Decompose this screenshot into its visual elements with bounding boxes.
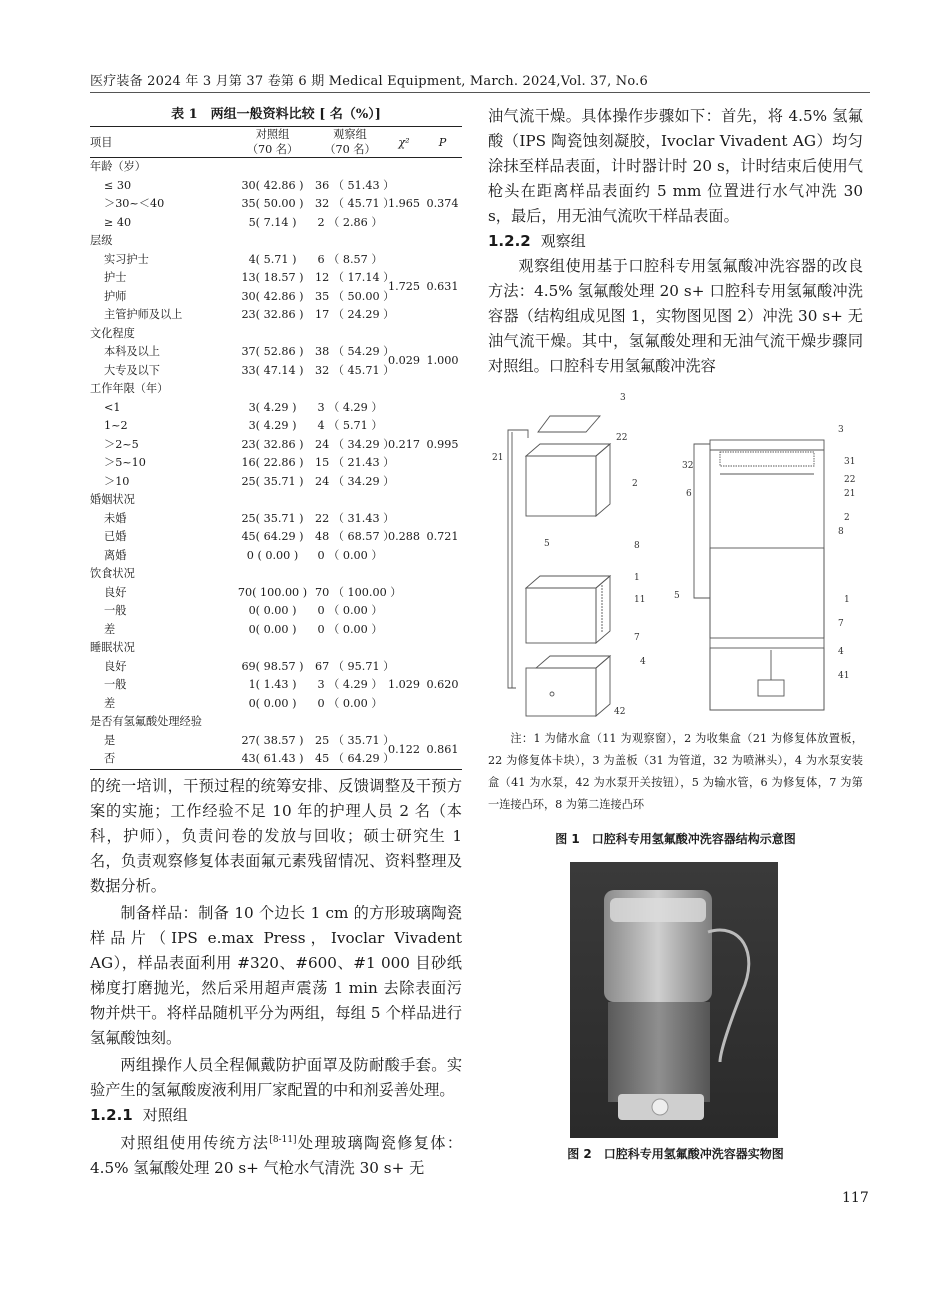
control-value: 33( 47.14 )	[241, 363, 304, 377]
chi-square-value: 1.725	[387, 280, 421, 294]
control-value: 30( 42.86 )	[241, 178, 304, 192]
external-pipe	[694, 444, 710, 598]
pump	[758, 680, 784, 696]
group-title: 文化程度	[90, 326, 135, 340]
observe-value: 25 （ 35.71 ）	[315, 733, 395, 747]
row-label: 差	[104, 696, 116, 710]
pump-box	[526, 668, 596, 716]
control-value: 0( 0.00 )	[248, 604, 297, 617]
table-group-header	[90, 713, 462, 732]
table-group-header	[90, 639, 462, 658]
fig-label: 32	[682, 461, 694, 471]
p-value: 0.721	[426, 530, 459, 543]
observe-value: 70 （ 100.00 ）	[315, 585, 402, 599]
chi-square-value: 0.217	[387, 437, 421, 451]
table-body	[90, 158, 462, 770]
paragraph: 制备样品：制备 10 个边长 1 cm 的方形玻璃陶瓷样品片（IPS e.max Press，Ivoclar Vivadent AG），样品表面利用 #320、#600、#1 000 目砂纸梯度打磨抛光，然后采用超声震荡 1 min 去除表面污物并烘干。将样品随机平分为两组，每组 5 个样品进行氢氟酸蚀刻。	[90, 904, 462, 1047]
table-row	[90, 177, 462, 196]
row-label: 本科及以上	[104, 345, 160, 358]
figure-1-caption: 图 1 口腔科专用氢氟酸冲洗容器结构示意图	[555, 832, 796, 846]
fig-label: 8	[634, 541, 640, 551]
fig-label: 3	[620, 393, 626, 403]
control-value: 30( 42.86 )	[241, 289, 304, 303]
control-value: 23( 32.86 )	[241, 437, 304, 451]
col-header-observe-n: （70 名）	[324, 143, 376, 156]
fig-label: 4	[640, 657, 646, 667]
control-value: 3( 4.29 )	[248, 419, 297, 432]
row-label: 未婚	[104, 511, 127, 525]
fig-label: 5	[544, 539, 550, 549]
row-label: 良好	[104, 585, 127, 599]
control-value: 4( 5.71 )	[248, 252, 297, 266]
section-title: 对照组	[142, 1106, 188, 1124]
reservoir-side	[596, 576, 610, 643]
row-label: 主管护师及以上	[104, 308, 183, 321]
control-value: 35( 50.00 )	[241, 197, 304, 210]
table-row	[90, 399, 462, 418]
fig-label: 41	[838, 671, 850, 681]
observe-value: 36 （ 51.43 ）	[315, 178, 395, 192]
row-label: ＞10	[104, 474, 130, 488]
observe-value: 3 （ 4.29 ）	[317, 400, 383, 414]
observe-value: 2 （ 2.86 ）	[317, 215, 383, 229]
observe-value: 24 （ 34.29 ）	[315, 474, 395, 488]
observe-value: 35 （ 50.00 ）	[315, 289, 395, 303]
row-label: 差	[104, 622, 116, 636]
chi-square-value: 0.288	[387, 530, 421, 543]
row-label: 已婚	[104, 530, 127, 543]
row-label: 一般	[104, 678, 127, 691]
row-label: ≤ 30	[104, 178, 132, 192]
fig-label: 4	[838, 647, 844, 657]
observe-value: 48 （ 68.57 ）	[315, 530, 395, 543]
group-title: 饮食状况	[90, 567, 135, 580]
table-row	[90, 584, 462, 603]
table-group-header	[90, 158, 462, 177]
row-label: ＞2~5	[104, 437, 139, 451]
p-value	[423, 584, 462, 640]
pump-box-side	[596, 656, 610, 716]
lid-plate	[538, 416, 600, 432]
figure-2-photo	[570, 862, 778, 1138]
chi-square-value: 0.122	[387, 742, 421, 756]
collection-box-top	[526, 444, 610, 456]
paragraph	[90, 1128, 462, 1181]
note-text: 注：1 为储水盒（11 为观察窗），2 为收集盒（21 为修复体放置板，22 为修复体卡块），3 为盖板（31 为管道，32 为喷淋头），4 为水泵安装盒（41 为水泵，42 为水泵开关按钮），5 为输水管，6 为修复体，7 为第一连接凸环，8 为第二连接凸环	[488, 732, 863, 811]
p-value: 0.995	[426, 437, 459, 451]
observe-value: 45 （ 64.29 ）	[315, 752, 395, 765]
table-row	[90, 251, 462, 270]
row-label: 护士	[104, 271, 127, 284]
chi-square-value: 1.029	[387, 678, 421, 691]
fig-label: 3	[838, 425, 844, 435]
col-header-item: 项目	[90, 135, 113, 149]
p-value: 0.631	[426, 280, 459, 294]
paragraph: 油气流干燥。具体操作步骤如下：首先，将 4.5% 氢氟酸（IPS 陶瓷蚀刻凝胶，Ivoclar Vivadent AG）均匀涂抹至样品表面，计时器计时 20 s，计时结束后使用气枪头在距离样品表面约 5 mm 位置进行水气冲洗 30 s，最后，用无油气流吹干样品表面。	[488, 107, 863, 225]
pump-section	[710, 648, 824, 710]
section-title: 观察组	[540, 232, 586, 250]
observe-value: 12 （ 17.14 ）	[315, 271, 395, 284]
fig-label: 1	[634, 573, 640, 583]
header-rule	[90, 92, 870, 93]
table-group-header	[90, 565, 462, 584]
fig-label: 7	[838, 619, 844, 629]
control-value: 5( 7.14 )	[248, 215, 297, 229]
fig-label: 2	[632, 479, 638, 489]
observe-value: 67 （ 95.71 ）	[315, 659, 395, 673]
observe-value: 24 （ 34.29 ）	[315, 437, 395, 451]
pump-switch-button	[550, 692, 554, 696]
observe-value: 32 （ 45.71 ）	[315, 197, 395, 210]
fig-label: 22	[616, 433, 628, 443]
table-row	[90, 658, 462, 677]
observe-value: 38 （ 54.29 ）	[315, 345, 395, 358]
control-value: 69( 98.57 )	[241, 659, 304, 673]
row-label: 1~2	[104, 419, 128, 432]
control-value: 37( 52.86 )	[241, 345, 304, 358]
row-label: ＞5~10	[104, 456, 146, 469]
observe-value: 0 （ 0.00 ）	[317, 548, 383, 562]
observe-value: 0 （ 0.00 ）	[317, 604, 383, 617]
fig-label: 21	[492, 453, 504, 463]
table-row	[90, 732, 462, 751]
observe-value: 17 （ 24.29 ）	[315, 308, 395, 321]
control-value: 25( 35.71 )	[241, 511, 304, 525]
table-group-header	[90, 325, 462, 344]
control-value: 3( 4.29 )	[248, 400, 297, 414]
citation: [8-11]	[269, 1135, 297, 1145]
table-row	[90, 343, 462, 362]
group-title: 层级	[90, 234, 113, 247]
col-header-control-n: （70 名）	[246, 143, 299, 156]
reservoir-box	[526, 588, 596, 643]
control-value: 0 ( 0.00 )	[246, 548, 299, 562]
section-heading-1-2-1	[90, 1103, 462, 1128]
row-label: 是	[104, 733, 116, 747]
paragraph: 两组操作人员全程佩戴防护面罩及防耐酸手套。实验产生的氢氟酸废液利用厂家配置的中和剂妥善处理。	[90, 1056, 462, 1099]
row-label: 实习护士	[104, 252, 149, 266]
pump-knob	[652, 1099, 668, 1115]
figure-1-schematic	[488, 388, 878, 728]
group-title: 年龄（岁）	[90, 160, 146, 173]
fig-label: 21	[844, 489, 856, 499]
control-value: 23( 32.86 )	[241, 308, 304, 321]
paragraph: 观察组使用基于口腔科专用氢氟酸冲洗容器的改良方法：4.5% 氢氟酸处理 20 s+ 口腔科专用氢氟酸冲洗容器（结构组成见图 1，实物图见图 2）冲洗 30 s+ 无油气流干燥。其中，氢氟酸处理和无油气流干燥步骤同对照组。口腔科专用氢氟酸冲洗容	[488, 257, 863, 375]
row-label: 否	[104, 752, 116, 765]
fig-label: 11	[634, 595, 646, 605]
group-title: 是否有氢氟酸处理经验	[90, 715, 202, 728]
fig-label: 31	[844, 457, 856, 467]
control-value: 45( 64.29 )	[241, 530, 304, 543]
section-number: 1.2.2	[488, 232, 531, 250]
p-value: 0.374	[426, 197, 459, 210]
container-lower	[608, 1002, 710, 1102]
row-label: 良好	[104, 659, 127, 673]
control-value: 25( 35.71 )	[241, 474, 304, 488]
observe-value: 6 （ 8.57 ）	[317, 252, 383, 266]
row-label: ＞30~＜40	[104, 197, 165, 210]
figure-1-note	[488, 728, 863, 816]
fig-label: 5	[674, 591, 680, 601]
reservoir-top	[526, 576, 610, 588]
row-label: 一般	[104, 604, 127, 617]
p-value: 0.861	[426, 742, 459, 756]
fig-label: 7	[634, 633, 640, 643]
right-column-text	[488, 104, 863, 379]
demographics-table	[90, 126, 462, 770]
col-header-p: P	[438, 135, 447, 149]
left-column-text	[90, 774, 462, 1181]
fig-label: 42	[614, 707, 626, 717]
p-value: 1.000	[426, 354, 459, 368]
assembly-outer	[710, 440, 824, 710]
figure-2-caption: 图 2 口腔科专用氢氟酸冲洗容器实物图	[567, 1147, 784, 1161]
table-row	[90, 510, 462, 529]
fig-label: 6	[686, 489, 692, 499]
control-value: 0( 0.00 )	[248, 622, 297, 636]
col-header-observe: 观察组	[333, 128, 367, 141]
table-group-header	[90, 380, 462, 399]
row-label: ≥ 40	[104, 215, 132, 229]
observe-value: 15 （ 21.43 ）	[315, 456, 395, 469]
control-value: 16( 22.86 )	[241, 456, 304, 469]
observe-value: 4 （ 5.71 ）	[317, 419, 383, 432]
table-1	[90, 104, 462, 770]
collection-box	[526, 456, 596, 516]
col-header-control: 对照组	[255, 128, 290, 141]
observe-value: 32 （ 45.71 ）	[315, 363, 395, 377]
group-title: 婚姻状况	[90, 493, 135, 506]
paragraph-text: 处理玻璃陶瓷修复体：4.5% 氢氟酸处理 20 s+ 气枪水气清洗 30 s+ 无	[90, 1134, 463, 1178]
row-label: 护师	[104, 289, 127, 303]
page-number: 117	[842, 1190, 869, 1206]
control-value: 43( 61.43 )	[241, 752, 304, 765]
observe-value: 3 （ 4.29 ）	[317, 678, 383, 691]
control-value: 70( 100.00 )	[237, 585, 308, 599]
water-pipe	[508, 430, 528, 688]
col-header-chi: χ²	[398, 135, 410, 149]
paragraph: 的统一培训，干预过程的统筹安排、反馈调整及干预方案的实施；工作经验不足 10 年的护理人员 2 名（本科，护师），负责问卷的发放与回收；硕士研究生 1 名，负责观察修复体表面氟元素残留情况、资料整理及数据分析。	[90, 777, 462, 895]
fig-label: 2	[844, 513, 850, 523]
table-group-header	[90, 232, 462, 251]
group-title: 工作年限（年）	[90, 382, 169, 395]
chi-square-value: 0.029	[387, 354, 421, 368]
control-value: 13( 18.57 )	[241, 271, 304, 284]
observe-value: 0 （ 0.00 ）	[317, 696, 383, 710]
row-label: 离婚	[104, 548, 127, 562]
row-label: <1	[104, 400, 121, 414]
group-title: 睡眠状况	[90, 641, 135, 654]
running-header: 医疗装备 2024 年 3 月第 37 卷第 6 期 Medical Equipment, March. 2024,Vol. 37, No.6	[90, 74, 648, 89]
control-value: 1( 1.43 )	[248, 678, 297, 691]
control-value: 0( 0.00 )	[248, 696, 297, 710]
pump-box-top	[536, 656, 610, 668]
table-caption: 表 1 两组一般资料比较 [ 名（%）]	[171, 107, 381, 122]
fig-label: 22	[844, 475, 856, 485]
control-value: 27( 38.57 )	[241, 733, 304, 747]
shower-head	[720, 452, 814, 466]
row-label: 大专及以下	[104, 363, 160, 377]
section-number: 1.2.1	[90, 1106, 133, 1124]
p-value: 0.620	[426, 678, 459, 691]
chi-square-value: 1.965	[387, 197, 421, 210]
collection-box-side	[596, 444, 610, 516]
fig-label: 8	[838, 527, 844, 537]
paragraph-text: 对照组使用传统方法	[120, 1134, 270, 1153]
container-lid	[610, 898, 706, 922]
fig-label: 1	[844, 595, 850, 605]
table-group-header	[90, 491, 462, 510]
reservoir-section	[710, 548, 824, 638]
observe-value: 0 （ 0.00 ）	[317, 622, 383, 636]
observe-value: 22 （ 31.43 ）	[315, 511, 395, 525]
section-heading-1-2-2	[488, 229, 863, 254]
